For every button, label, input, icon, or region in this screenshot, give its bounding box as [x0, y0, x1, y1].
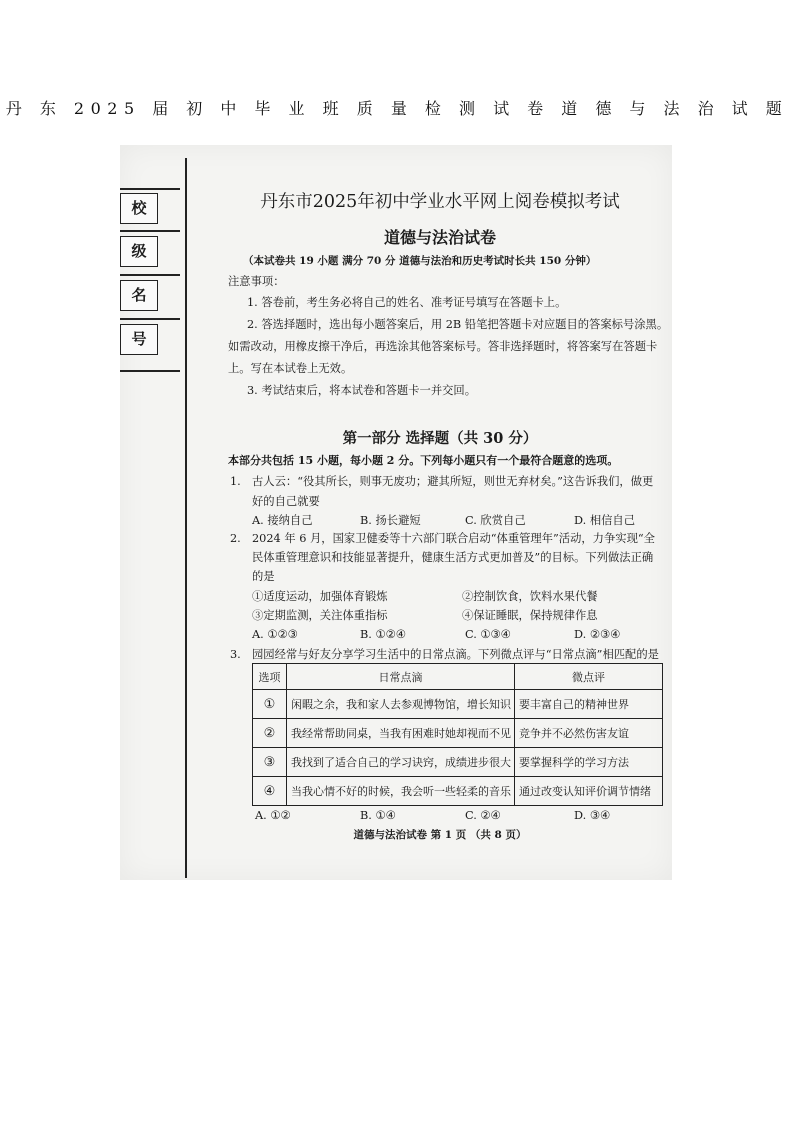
- binding-rule: [120, 370, 180, 372]
- side-label-school: 校: [120, 193, 158, 224]
- option-c: C. ①③④: [465, 628, 511, 641]
- option-c: C. 欣赏自己: [465, 514, 526, 527]
- matching-table: [252, 663, 663, 806]
- table-cell: ③: [253, 748, 287, 777]
- paper-title: 道德与法治试卷: [383, 228, 496, 247]
- side-label-name: 名: [120, 280, 158, 311]
- statement-item: ②控制饮食，饮料水果代餐: [462, 590, 598, 603]
- table-header-cell: 选项: [253, 664, 287, 690]
- table-header-cell: 微点评: [515, 664, 663, 690]
- table-cell: 我找到了适合自己的学习诀窍，成绩进步很大: [287, 748, 515, 777]
- question-number: 1.: [230, 475, 241, 488]
- question-stem: 的是: [252, 570, 275, 583]
- question-stem: 园园经常与好友分享学习生活中的日常点滴。下列微点评与“日常点滴”相匹配的是: [252, 648, 659, 661]
- option-a: A. ①②③: [252, 628, 298, 641]
- table-row: [253, 748, 663, 777]
- side-label-class: 级: [120, 236, 158, 267]
- option-a: A. ①②: [255, 809, 291, 822]
- table-cell: 要丰富自己的精神世界: [515, 690, 663, 719]
- table-header-cell: 日常点滴: [287, 664, 515, 690]
- note-line: 上。写在本试卷上无效。: [228, 362, 353, 375]
- question-number: 3.: [230, 648, 241, 661]
- option-b: B. ①②④: [360, 628, 406, 641]
- note-line: 1. 答卷前，考生务必将自己的姓名、准考证号填写在答题卡上。: [247, 296, 567, 309]
- table-cell: 通过改变认知评价调节情绪: [515, 777, 663, 806]
- option-c: C. ②④: [465, 809, 501, 822]
- option-d: D. ③④: [574, 809, 611, 822]
- table-cell: ①: [253, 690, 287, 719]
- note-line: 2. 答选择题时，选出每小题答案后，用 2B 铅笔把答题卡对应题目的答案标号涂黑。: [247, 318, 669, 331]
- notes-heading: 注意事项：: [228, 275, 285, 288]
- question-number: 2.: [230, 532, 241, 545]
- table-cell: ④: [253, 777, 287, 806]
- question-stem: 好的自己就要: [252, 495, 320, 508]
- table-row: [253, 690, 663, 719]
- binding-rule: [120, 318, 180, 320]
- option-d: D. ②③④: [574, 628, 621, 641]
- statement-item: ③定期监测，关注体重指标: [252, 609, 388, 622]
- table-cell: 我经常帮助同桌，当我有困难时她却视而不见: [287, 719, 515, 748]
- option-b: B. 扬长避短: [360, 514, 421, 527]
- page-header-title: 丹 东 2025 届 初 中 毕 业 班 质 量 检 测 试 卷 道 德 与 法 治 试 题: [5, 99, 789, 118]
- statement-item: ①适度运动，加强体育锻炼: [252, 590, 388, 603]
- table-cell: ②: [253, 719, 287, 748]
- note-line: 3. 考试结束后，将本试卷和答题卡一并交回。: [247, 384, 477, 397]
- side-label-number: 号: [120, 324, 158, 355]
- table-cell: 要掌握科学的学习方法: [515, 748, 663, 777]
- question-stem: 民体重管理意识和技能显著提升，健康生活方式更加普及”的目标。下列做法正确: [252, 551, 654, 564]
- table-row: [253, 719, 663, 748]
- statement-item: ④保证睡眠，保持规律作息: [462, 609, 598, 622]
- exam-info: （本试卷共 19 小题 满分 70 分 道德与法治和历史考试时长共 150 分钟）: [243, 255, 597, 267]
- option-a: A. 接纳自己: [252, 514, 313, 527]
- table-row: [253, 777, 663, 806]
- table-header-row: [253, 664, 663, 690]
- binding-rule: [120, 188, 180, 190]
- question-stem: 古人云：“役其所长，则事无废功；避其所短，则世无弃材矣。”这告诉我们，做更: [252, 475, 654, 488]
- binding-rule: [120, 274, 180, 276]
- exam-title: 丹东市2025年初中学业水平网上阅卷模拟考试: [260, 192, 620, 212]
- table-cell: 当我心情不好的时候，我会听一些轻柔的音乐: [287, 777, 515, 806]
- option-b: B. ①④: [360, 809, 396, 822]
- table-cell: 竞争并不必然伤害友谊: [515, 719, 663, 748]
- binding-line: [185, 158, 187, 878]
- section-instruction: 本部分共包括 15 小题，每小题 2 分。下列每小题只有一个最符合题意的选项。: [228, 454, 619, 467]
- note-line: 如需改动，用橡皮擦干净后，再选涂其他答案标号。答非选择题时，将答案写在答题卡: [228, 340, 658, 353]
- option-d: D. 相信自己: [574, 514, 636, 527]
- page-footer: 道德与法治试卷 第 1 页 （共 8 页）: [353, 829, 527, 841]
- table-cell: 闲暇之余，我和家人去参观博物馆，增长知识: [287, 690, 515, 719]
- section-title: 第一部分 选择题（共 30 分）: [342, 430, 538, 447]
- question-stem: 2024 年 6 月，国家卫健委等十六部门联合启动“体重管理年”活动，力争实现“全: [252, 532, 655, 545]
- binding-rule: [120, 230, 180, 232]
